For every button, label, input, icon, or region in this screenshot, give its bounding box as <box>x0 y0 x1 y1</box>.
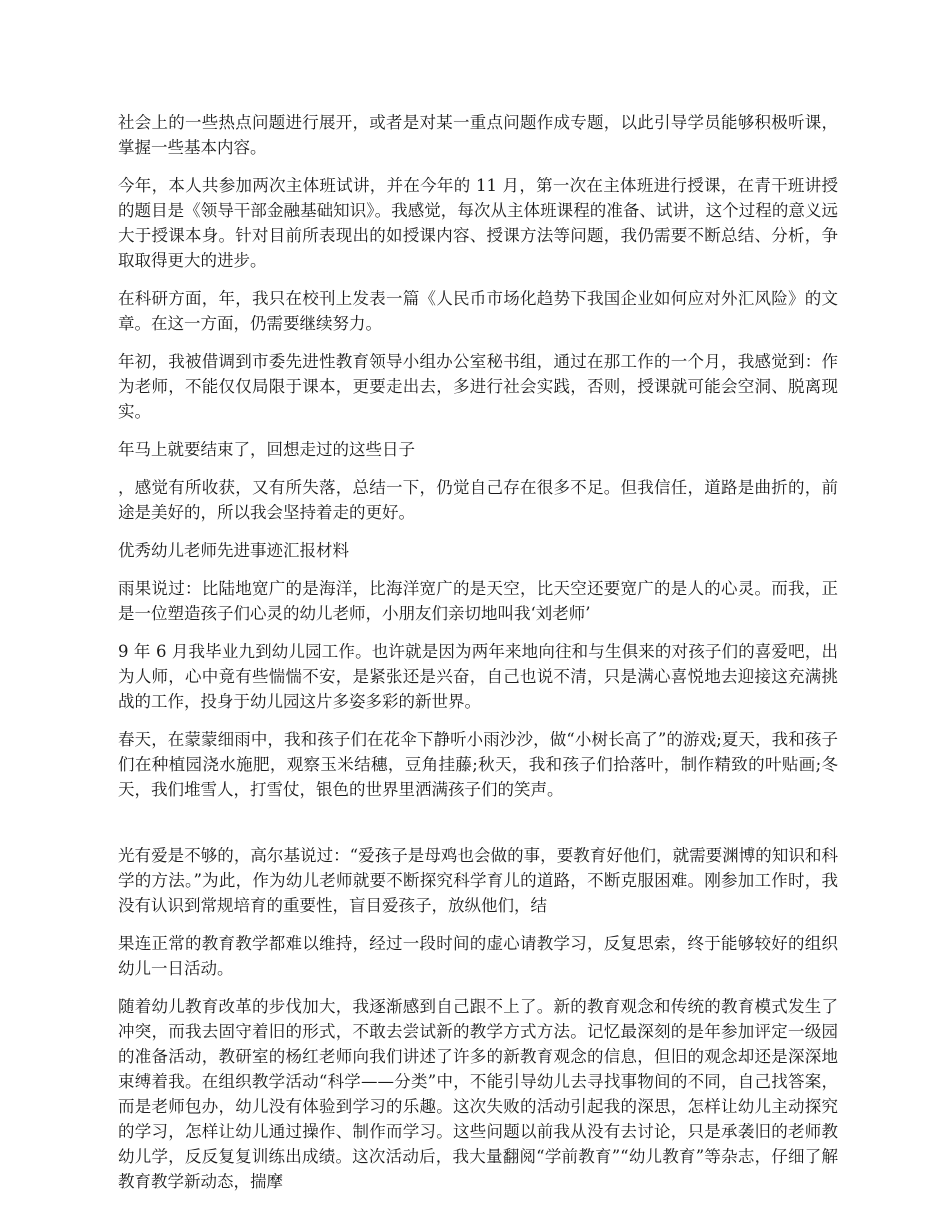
paragraph-trial-lectures: 今年，本人共参加两次主体班试讲，并在今年的 11 月，第一次在主体班进行授课，在青干班讲授的题目是《领导干部金融基础知识》。我感觉，每次从主体班课程的准备、试讲，这个过程的意义远大于授课本身。针对目前所表现出的如授课内容、授课方法等问题，我仍需要不断总结、分析，争取取得更大的进步。 <box>118 176 838 270</box>
paragraph-research: 在科研方面，年，我只在校刊上发表一篇《人民币市场化趋势下我国企业如何应对外汇风险》的文章。在这一方面，仍需要继续努力。 <box>118 289 838 333</box>
paragraph-education-reform: 随着幼儿教育改革的步伐加大，我逐渐感到自己跟不上了。新的教育观念和传统的教育模式发生了冲突，而我去固守着旧的形式，不敢去尝试新的教学方式方法。记忆最深刻的是年参加评定一级园的准备活动，教研室的杨红老师向我们讲述了许多的新教育观念的信息，但旧的观念却还是深深地束缚着我。在组织教学活动“科学——分类”中，不能引导幼儿去寻找事物间的不同，自己找答案，而是老师包办，幼儿没有体验到学习的乐趣。这次失败的活动引起我的深思，怎样让幼儿主动探究的学习，怎样让幼儿通过操作、制作而学习。这些问题以前我从没有去讨论，只是承袭旧的老师教幼儿学，反反复复训练出成绩。这次活动后，我大量翻阅“学前教育”“幼儿教育”等杂志，仔细了解教育教学新动态，揣摩 <box>118 997 838 1191</box>
paragraph-hugo-quote: 雨果说过：比陆地宽广的是海洋，比海洋宽广的是天空，比天空还要宽广的是人的心灵。而我，正是一位塑造孩子们心灵的幼儿老师，小朋友们亲切地叫我‘刘老师’ <box>118 579 838 623</box>
blank-gap <box>118 815 838 843</box>
paragraph-year-end: 年马上就要结束了，回想走过的这些日子 <box>118 440 415 459</box>
paragraph-daily-activities: 果连正常的教育教学都难以维持，经过一段时间的虚心请教学习，反复思索，终于能够较好的组织幼儿一日活动。 <box>118 934 838 978</box>
document-page <box>118 110 838 1207</box>
paragraph-summary: ，感觉有所收获，又有所失落，总结一下，仍觉自己存在很多不足。但我信任，道路是曲折的，前途是美好的，所以我会坚持着走的更好。 <box>118 478 838 522</box>
paragraph-seasons: 春天，在蒙蒙细雨中，我和孩子们在花伞下静听小雨沙沙，做“小树长高了”的游戏;夏天，我和孩子们在种植园浇水施肥，观察玉米结穗，豆角挂藤;秋天，我和孩子们拾落叶，制作精致的叶贴画;冬天，我们堆雪人，打雪仗，银色的世界里洒满孩子们的笑声。 <box>118 730 838 799</box>
paragraph-graduation: 9 年 6 月我毕业九到幼儿园工作。也许就是因为两年来地向往和与生俱来的对孩子们的喜爱吧，出为人师，心中竟有些惴惴不安，是紧张还是兴奋，自己也说不清，只是满心喜悦地去迎接这充满挑战的工作，投身于幼儿园这片多姿多彩的新世界。 <box>118 642 838 711</box>
paragraph-teaching-topics: 社会上的一些热点问题进行展开，或者是对某一重点问题作成专题，以此引导学员能够积极听课，掌握一些基本内容。 <box>118 113 838 157</box>
paragraph-gorky-quote: 光有爱是不够的，高尔基说过：“爱孩子是母鸡也会做的事，要教育好他们，就需要渊博的知识和科学的方法。”为此，作为幼儿老师就要不断探究科学育儿的道路，不断克服困难。刚参加工作时，我没有认识到常规培育的重要性，盲目爱孩子，放纵他们，结 <box>118 846 838 915</box>
paragraph-secondment: 年初，我被借调到市委先进性教育领导小组办公室秘书组，通过在那工作的一个月，我感觉到：作为老师，不能仅仅局限于课本，更要走出去，多进行社会实践，否则，授课就可能会空洞、脱离现实。 <box>118 352 838 421</box>
section-heading: 优秀幼儿老师先进事迹汇报材料 <box>118 541 349 560</box>
